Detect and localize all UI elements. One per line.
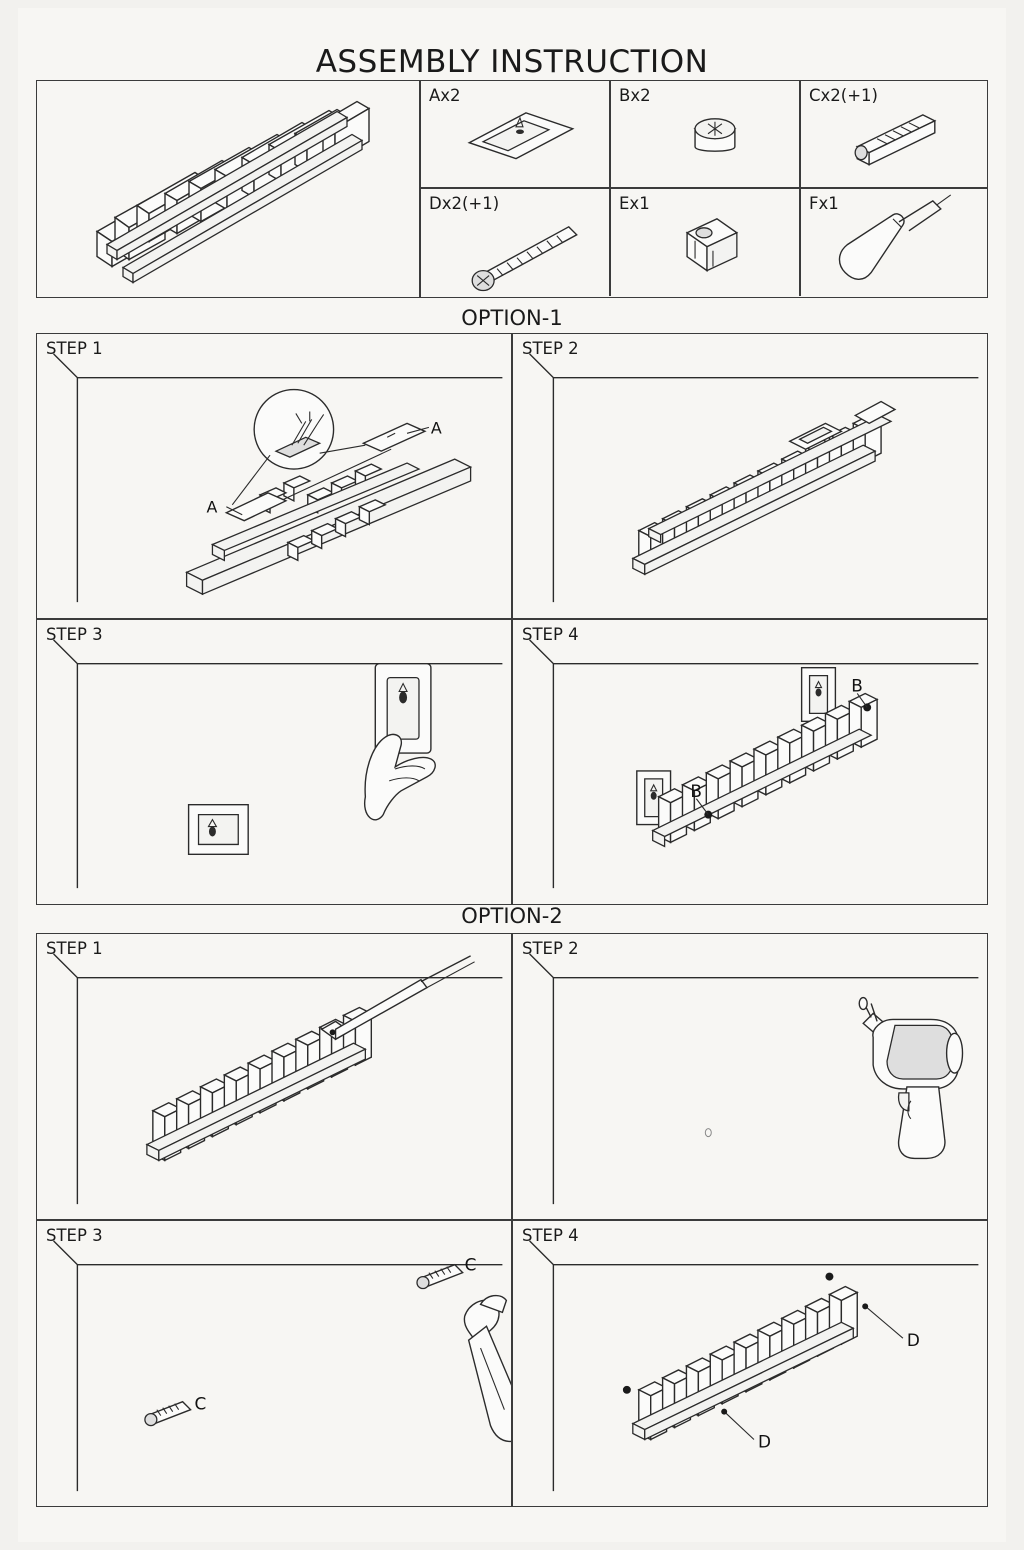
part-cell-A [421,81,611,189]
part-label-B: Bx2 [619,86,651,105]
part-label-F: Fx1 [809,193,839,213]
option2-step4-label: STEP 4 [522,1226,579,1245]
option2-step1-box [36,933,512,1220]
option1-step2-illustration [513,334,987,618]
option1-step1-illustration [37,334,511,618]
part-cell-E [611,189,801,297]
option1-step2-label: STEP 2 [522,339,579,358]
option2-step1-label: STEP 1 [46,939,103,958]
option1-step1-box [36,333,512,619]
option2-step3-illustration [37,1221,511,1506]
svg-text:A: A [430,418,442,438]
page-title: ASSEMBLY INSTRUCTION [315,44,709,80]
part-label-E: Ex1 [619,193,650,213]
option2-step2-illustration [513,934,987,1219]
svg-text:B: B [851,675,863,696]
dowel-icon [611,189,801,297]
part-cell-B [611,81,801,189]
part-label-D: Dx2(+1) [429,193,500,213]
svg-text:C: C [464,1254,477,1275]
parts-list-grid [36,80,988,298]
instruction-page [18,8,1006,1542]
svg-text:B: B [690,780,702,801]
option1-step1-label: STEP 1 [46,339,103,358]
part-cell-D [421,189,611,297]
part-cell-C [801,81,987,189]
option1-step3-illustration [37,620,511,904]
option1-step4-label: STEP 4 [522,625,579,644]
part-label-A: Ax2 [429,86,461,105]
option1-step4-illustration [513,620,987,904]
svg-text:C: C [194,1393,207,1414]
part-label-C: Cx2(+1) [809,86,878,105]
mounting-plate-icon [421,81,611,189]
coat-rack-overview-icon [37,81,421,297]
option1-step3-box [36,619,512,905]
option2-step4-box [512,1220,988,1507]
screw-short-icon [611,81,801,189]
svg-text:D: D [757,1431,771,1452]
option2-step2-box [512,933,988,1220]
option2-step4-illustration [513,1221,987,1506]
option1-step4-box [512,619,988,905]
option2-step3-label: STEP 3 [46,1226,103,1245]
screwdriver-icon [801,189,987,297]
wood-screw-icon [421,189,611,297]
option-2-label: OPTION-2 [461,904,563,928]
svg-text:A: A [206,497,218,517]
product-overview-cell [37,81,421,297]
option1-step3-label: STEP 3 [46,625,103,644]
wall-anchor-icon [801,81,987,189]
option2-step3-box [36,1220,512,1507]
part-cell-F [801,189,987,297]
svg-text:D: D [906,1330,920,1351]
option-1-label: OPTION-1 [461,306,563,330]
option2-step1-illustration [37,934,511,1219]
option2-step2-label: STEP 2 [522,939,579,958]
option1-step2-box [512,333,988,619]
